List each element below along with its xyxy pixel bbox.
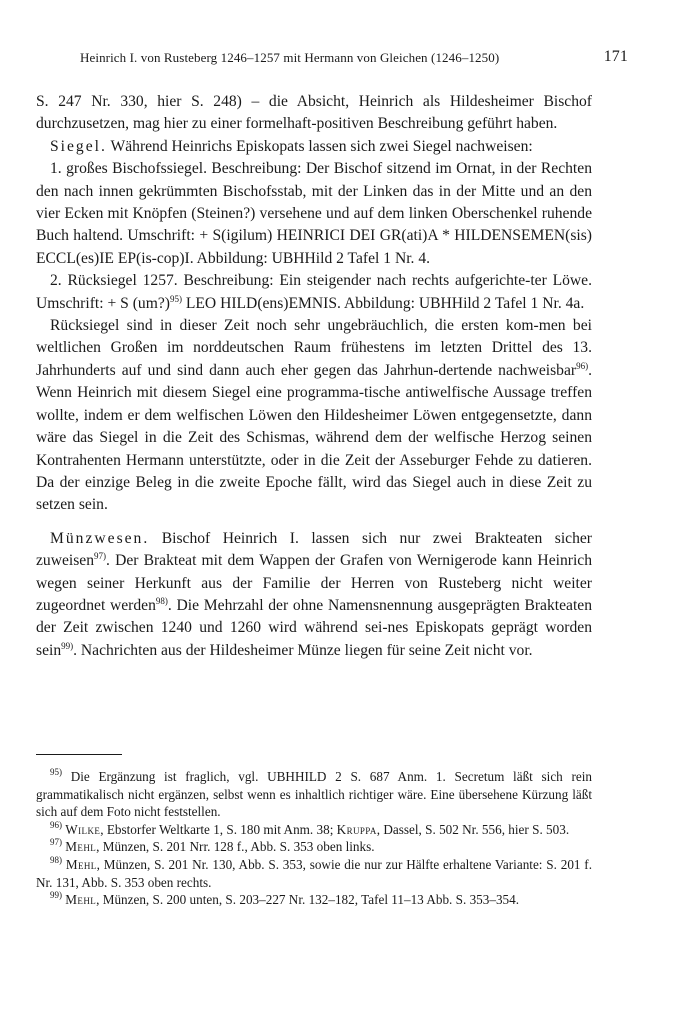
paragraph: S. 247 Nr. 330, hier S. 248) – die Absicht, Heinrich als Hildesheimer Bischof durchzusetzen, mag hier zu einer formelhaft-positiven Beschreibung geführt haben. [36, 93, 592, 133]
paragraph-text: 2. Rücksiegel 1257. Beschreibung: Ein steigender nach rechts aufgerichte-ter Löwe. Umschrift: + S (um?) [36, 272, 592, 312]
paragraph-text: Während Heinrichs Episkopats lassen sich zwei Siegel nachweisen: [106, 137, 533, 155]
author-name: Mehl [65, 839, 97, 855]
footnote-divider [36, 754, 122, 755]
list-item-seal-1: 1. großes Bischofssiegel. Beschreibung: Der Bischof sitzend im Ornat, in der Rechten den nach innen gekrümmten Bischofsstab, mit der Linken das in der Mitte und an den vier Ecken mit Knöpfen (Steinen?) versehene und auf dem linken Oberschenkel ruhende Buch haltend. Umschrift: + S(igilum) HEINRICI DEI GR(ati)A * HILDENSEMEN(sis) ECCL(es)IE EP(is-cop)I. Abbildung: UBHHild 2 Tafel 1 Nr. 4. [36, 160, 592, 267]
footnote-mark: 95) [50, 767, 62, 777]
footnote-ref-98[interactable]: 98) [155, 595, 168, 606]
paragraph-text: Bischof Heinrich I. lassen sich nur zwei Brakteaten sicher zuweisen [36, 529, 592, 570]
paragraph-siegel [36, 136, 592, 158]
section-heading-muenzwesen: Münzwesen. [50, 529, 150, 547]
footnote-ref-99[interactable]: 99) [61, 640, 74, 651]
footnote-98 [36, 856, 592, 891]
footnote-ref-96[interactable]: 96) [576, 360, 589, 371]
footnote-text: , Münzen, S. 201 Nr. 130, Abb. S. 353, sowie die nur zur Hälfte erhaltene Variante: S. 201 f. Nr. 131, Abb. S. 353 oben rechts. [36, 856, 593, 890]
paragraph-text: LEO HILD(ens)EMNIS. Abbildung: UBHHild 2 Tafel 1 Nr. 4a. [181, 294, 585, 312]
list-item-seal-2 [36, 270, 592, 315]
running-title: Heinrich I. von Rusteberg 1246–1257 mit Hermann von Gleichen (1246–1250) [80, 50, 500, 65]
footnote-text: , Münzen, S. 200 unten, S. 203–227 Nr. 132–182, Tafel 11–13 Abb. S. 353–354. [96, 892, 520, 908]
paragraph-text: . Nachrichten aus der Hildesheimer Münze liegen für seine Zeit nicht vor. [73, 641, 533, 659]
footnote-mark: 96) [50, 819, 62, 830]
footnote-mark: 99) [50, 890, 62, 901]
footnote-99 [36, 891, 592, 909]
footnote-mark: 98) [50, 854, 62, 865]
footnote-97 [36, 838, 592, 856]
footnote-ref-95[interactable]: 95) [169, 293, 182, 304]
footnotes [36, 768, 592, 909]
author-name: Wilke [65, 821, 101, 837]
footnote-text: , Ebstorfer Weltkarte 1, S. 180 mit Anm. 38; [100, 821, 337, 837]
paragraph-ruecksiegel [36, 315, 592, 517]
footnote-text: , Münzen, S. 201 Nrr. 128 f., Abb. S. 353 oben links. [96, 839, 375, 855]
author-name: Kruppa [336, 821, 377, 837]
author-name: Mehl [65, 856, 97, 872]
paragraph-text: . Die Mehrzahl der ohne Namensnennung ausgeprägten Brakteaten der Zeit zwischen 1240 und 1260 wird während sei-nes Episkopats geprägt worden sein [36, 596, 593, 659]
footnote-text: , Dassel, S. 502 Nr. 556, hier S. 503. [376, 821, 570, 837]
footnote-ref-97[interactable]: 97) [94, 551, 107, 562]
running-head [80, 50, 628, 66]
paragraph-text: . Der Brakteat mit dem Wappen der Grafen von Wernigerode kann Heinrich wegen seiner Herkunft aus der Familie der Herren von Rusteberg nicht weiter zugeordnet werden [36, 552, 592, 614]
paragraph-text: . Wenn Heinrich mit diesem Siegel eine programma-tische antiwelfische Aussage treffen wollte, indem er dem welfischen Löwen den Hildesheimer Löwen entgegensetzte, dann wäre das Siegel in die Zeit des Schismas, während dem der welfische Herzog seinen Kontrahenten Hermann unterstützte, oder in die Zeit der Asseburger Fehde zu datieren. Da der einzige Beleg in die zweite Epoche fällt, wird das Siegel auch in diese Zeit zu setzen sein. [36, 361, 592, 514]
main-text [36, 91, 592, 662]
page-number: 171 [603, 48, 628, 65]
footnote-mark: 97) [50, 837, 62, 848]
paragraph-muenzwesen [36, 528, 592, 662]
section-heading-siegel: Siegel. [50, 137, 107, 155]
footnote-95 [36, 768, 592, 821]
footnote-text: Die Ergänzung ist fraglich, vgl. UBHHILD 2 S. 687 Anm. 1. Secretum läßt sich rein grammatikalisch nicht ergänzen, selbst wenn es inhaltlich richtiger wäre. Eine übersehene Kürzung läßt sich auf dem Foto nicht feststellen. [36, 769, 592, 820]
footnote-96 [36, 821, 592, 839]
paragraph-text: Rücksiegel sind in dieser Zeit noch sehr ungebräuchlich, die ersten kom-men bei weltlichen Großen im norddeutschen Raum frühestens im letzten Drittel des 13. Jahrhunderts auf und sind dann auch eher gegen das Jahrhun-dertende nachweisbar [36, 317, 592, 379]
author-name: Mehl [65, 892, 97, 908]
